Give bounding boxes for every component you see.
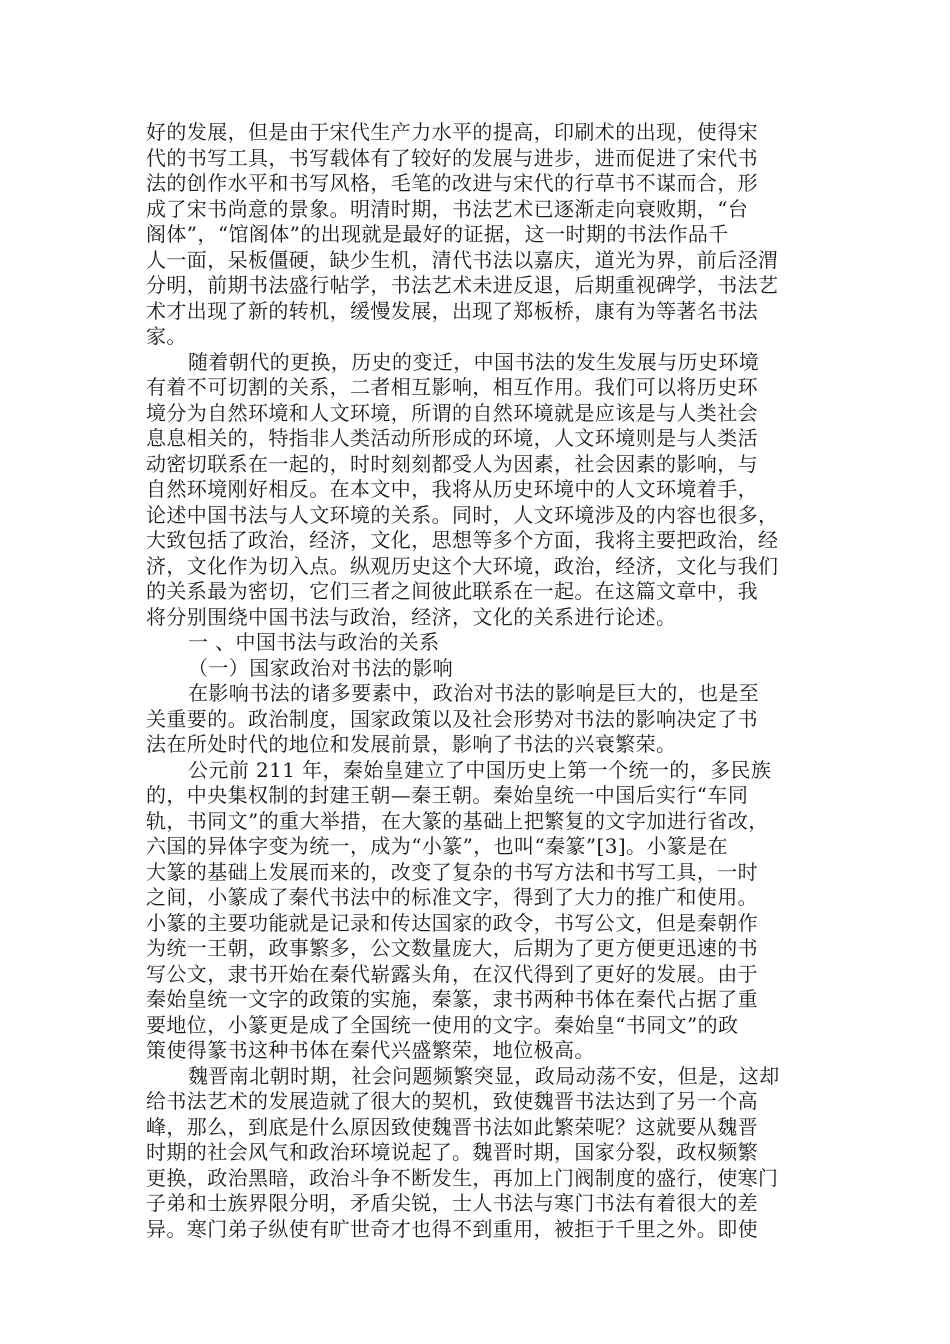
body-text <box>146 120 814 1242</box>
text-line: 大篆的基础上发展而来的，改变了复杂的书写方法和书写工具，一时 <box>146 859 758 884</box>
text-line: 给书法艺术的发展造就了很大的契机，致使魏晋书法达到了另一个高 <box>146 1089 758 1113</box>
text-line: 峰，那么，到底是什么原因致使魏晋书法如此繁荣呢？这就要从魏晋 <box>146 1114 758 1139</box>
text-line: 子弟和士族界限分明，矛盾尖锐，士人书法与寒门书法有着很大的差 <box>146 1191 758 1215</box>
text-line: 随着朝代的更换，历史的变迁，中国书法的发生发展与历史环境 <box>188 349 760 374</box>
text-line: 将分别围绕中国书法与政治，经济，文化的关系进行论述。 <box>146 604 677 629</box>
text-line: 法在所处时代的地位和发展前景，影响了书法的兴衰繁荣。 <box>146 732 677 756</box>
text-line: 好的发展，但是由于宋代生产力水平的提高，印刷术的出现，使得宋 <box>146 120 758 144</box>
text-line: 之间，小篆成了秦代书法中的标准文字，得到了大力的推广和使用。 <box>146 885 758 909</box>
text-line: 六国的异体字变为统一，成为“小篆”，也叫“秦篆”[3]。小篆是在 <box>146 834 729 858</box>
text-line: 阁体”，“馆阁体”的出现就是最好的证据，这一时期的书法作品千 <box>146 222 729 246</box>
text-line: 大致包括了政治，经济，文化，思想等多个方面，我将主要把政治，经 <box>146 528 779 552</box>
text-line: 时期的社会风气和政治环境说起了。魏晋时期，国家分裂，政权频繁 <box>146 1140 758 1164</box>
text-line: 法的创作水平和书写风格，毛笔的改进与宋代的行草书不谋而合，形 <box>146 171 758 195</box>
text-line: 成了宋书尚意的景象。明清时期，书法艺术已逐渐走向衰败期，“台 <box>146 196 749 221</box>
text-line: 家。 <box>146 324 187 348</box>
text-line: 分明，前期书法盛行帖学，书法艺术未进反退，后期重视碑学，书法艺 <box>146 273 779 297</box>
text-line: 魏晋南北朝时期，社会问题频繁突显，政局动荡不安，但是，这却 <box>188 1063 780 1088</box>
text-line: 论述中国书法与人文环境的关系。同时，人文环境涉及的内容也很多， <box>146 502 779 527</box>
text-line: 轨，书同文”的重大举措，在大篆的基础上把繁复的文字加进行省改， <box>146 808 769 833</box>
text-line: （一）国家政治对书法的影响 <box>188 655 454 680</box>
text-line: 自然环境刚好相反。在本文中，我将从历史环境中的人文环境着手， <box>146 477 758 501</box>
text-line: 的关系最为密切，它们三者之间彼此联系在一起。在这篇文章中，我 <box>146 579 758 603</box>
text-line: 在影响书法的诸多要素中，政治对书法的影响是巨大的，也是至 <box>188 681 760 705</box>
text-line: 境分为自然环境和人文环境，所谓的自然环境就是应该是与人类社会 <box>146 400 758 425</box>
text-line: 写公文，隶书开始在秦代崭露头角，在汉代得到了更好的发展。由于 <box>146 961 758 986</box>
text-line: 术才出现了新的转机，缓慢发展，出现了郑板桥，康有为等著名书法 <box>146 298 758 323</box>
text-line: 息息相关的，特指非人类活动所形成的环境，人文环境则是与人类活 <box>146 426 758 450</box>
text-line: 策使得篆书这种书体在秦代兴盛繁荣，地位极高。 <box>146 1038 595 1062</box>
text-line: 济，文化作为切入点。纵观历史这个大环境，政治，经济，文化与我们 <box>146 553 779 578</box>
text-line: 代的书写工具，书写载体有了较好的发展与进步，进而促进了宋代书 <box>146 145 758 170</box>
text-line: 异。寒门弟子纵使有旷世奇才也得不到重用，被拒于千里之外。即使 <box>146 1216 758 1241</box>
text-line: 秦始皇统一文字的政策的实施，秦篆，隶书两种书体在秦代占据了重 <box>146 987 758 1011</box>
text-line: 有着不可切割的关系，二者相互影响，相互作用。我们可以将历史环 <box>146 375 758 399</box>
text-line: 的，中央集权制的封建王朝—秦王朝。秦始皇统一中国后实行“车同 <box>146 783 749 807</box>
text-line: 人一面，呆板僵硬，缺少生机，清代书法以嘉庆，道光为界，前后泾渭 <box>146 247 779 272</box>
text-line: 公元前 211 年，秦始皇建立了中国历史上第一个统一的，多民族 <box>188 757 772 782</box>
text-line: 要地位，小篆更是成了全国统一使用的文字。秦始皇“书同文”的政 <box>146 1012 739 1037</box>
text-line: 更换，政治黑暗，政治斗争不断发生，再加上门阀制度的盛行，使寒门 <box>146 1165 779 1190</box>
text-line: 小篆的主要功能就是记录和传达国家的政令，书写公文，但是秦朝作 <box>146 910 758 935</box>
text-line: 动密切联系在一起的，时时刻刻都受人为因素，社会因素的影响，与 <box>146 451 758 476</box>
text-line: 为统一王朝，政事繁多，公文数量庞大，后期为了更方便更迅速的书 <box>146 936 758 960</box>
text-line: 一 、中国书法与政治的关系 <box>188 630 440 654</box>
text-line: 关重要的。政治制度，国家政策以及社会形势对书法的影响决定了书 <box>146 706 758 731</box>
